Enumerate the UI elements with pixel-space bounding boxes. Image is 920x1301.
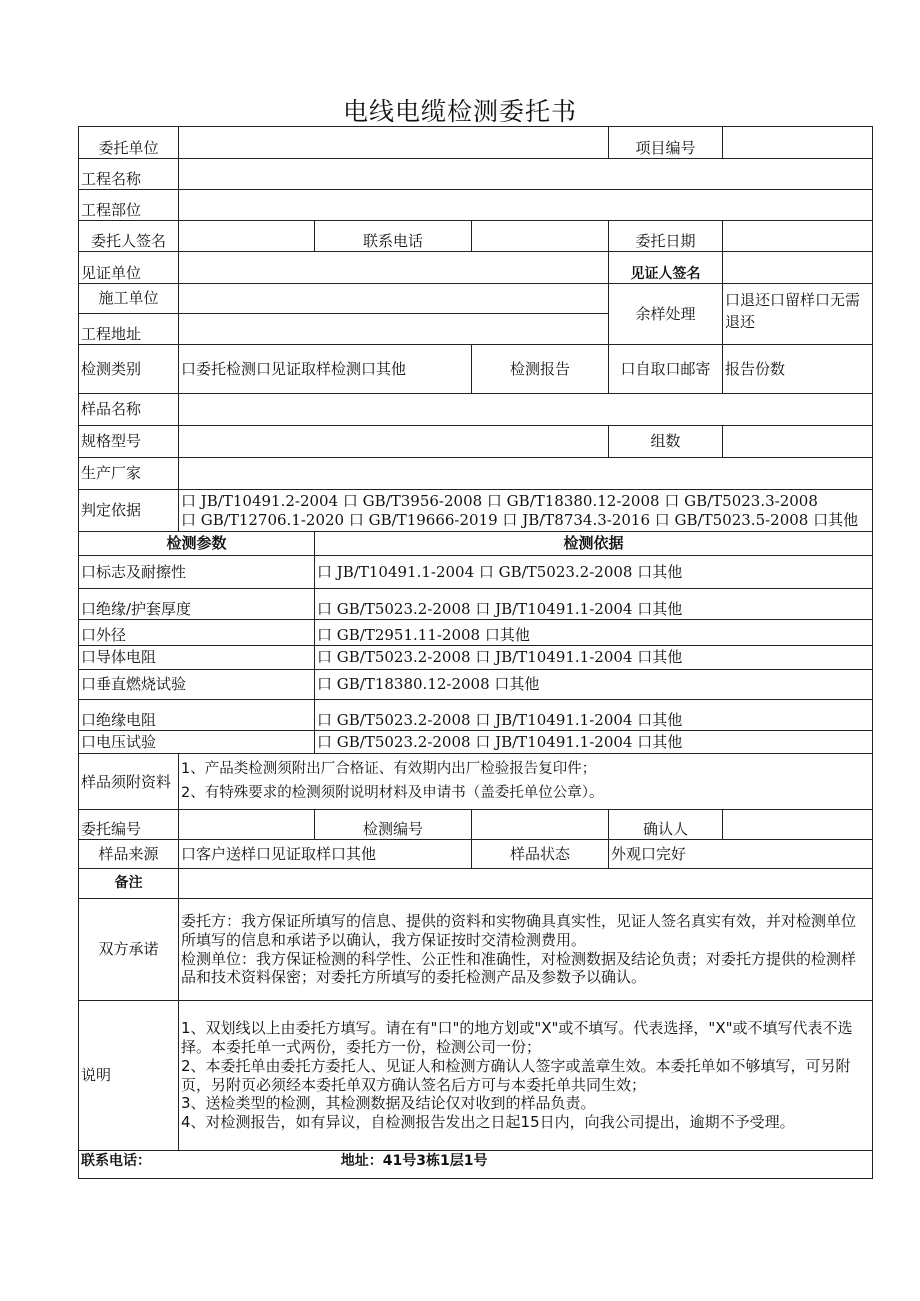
client-sign-label: 委托人签名 — [79, 221, 179, 252]
test-no-field[interactable] — [472, 810, 609, 840]
client-unit-field[interactable] — [179, 127, 609, 159]
construction-unit-field[interactable] — [179, 284, 609, 314]
param-basis[interactable]: 口 GB/T5023.2-2008 口 JB/T10491.1-2004 口其他 — [315, 700, 873, 731]
notes-label: 说明 — [79, 1001, 179, 1151]
confirmer-label: 确认人 — [609, 810, 723, 840]
note-item: 1、双划线以上由委托方填写。请在有"口"的地方划或"X"或不填写。代表选择，"X"或不填写代表不选择。本委托单一式两份，委托方一份，检测公司一份； — [181, 1019, 853, 1056]
params-header-param: 检测参数 — [79, 532, 315, 556]
sample-name-field[interactable] — [179, 394, 873, 426]
remarks-label: 备注 — [79, 869, 179, 899]
report-label: 检测报告 — [472, 345, 609, 394]
client-sign-field[interactable] — [179, 221, 315, 252]
client-no-field[interactable] — [179, 810, 315, 840]
commitment-label: 双方承诺 — [79, 899, 179, 1001]
attachment-line: 2、有特殊要求的检测须附说明材料及申请书（盖委托单位公章）。 — [181, 784, 604, 801]
manufacturer-label: 生产厂家 — [79, 458, 179, 490]
criteria-label: 判定依据 — [79, 490, 179, 532]
group-count-field[interactable] — [723, 426, 873, 458]
entrustment-form — [78, 126, 873, 1179]
report-copies-label: 报告份数 — [723, 345, 873, 394]
note-item: 3、送检类型的检测，其检测数据及结论仅对收到的样品负责。 — [181, 1094, 596, 1113]
param-name[interactable]: 口垂直燃烧试验 — [79, 670, 315, 700]
project-address-field[interactable] — [179, 314, 609, 345]
param-name[interactable]: 口绝缘电阻 — [79, 700, 315, 731]
client-no-label: 委托编号 — [79, 810, 179, 840]
commitment-client: 委托方：我方保证所填写的信息、提供的资料和实物确具真实性，见证人签名真实有效，并对检测单位所填写的信息和承诺予以确认，我方保证按时交清检测费用。 — [181, 912, 857, 949]
param-basis[interactable]: 口 GB/T2951.11-2008 口其他 — [315, 620, 873, 646]
footer-address: 地址：41号3栋1层1号 — [340, 1153, 488, 1169]
commitment-lab: 检测单位：我方保证检测的科学性、公正性和准确性，对检测数据及结论负责；对委托方提供的检测样品和技术资料保密；对委托方所填写的委托检测产品及参数予以确认。 — [181, 949, 857, 987]
spec-model-field[interactable] — [179, 426, 609, 458]
contact-phone-field[interactable] — [472, 221, 609, 252]
sample-name-label: 样品名称 — [79, 394, 179, 426]
sample-state-options[interactable]: 外观口完好 — [609, 840, 873, 869]
sample-handling-options[interactable]: 口退还口留样口无需退还 — [723, 284, 873, 345]
note-item: 4、对检测报告，如有异议，自检测报告发出之日起15日内，向我公司提出，逾期不予受理。 — [181, 1113, 795, 1131]
document-title: 电线电缆检测委托书 — [342, 97, 577, 126]
param-basis[interactable]: 口 GB/T18380.12-2008 口其他 — [315, 670, 873, 700]
contact-phone-label: 联系电话 — [315, 221, 472, 252]
sample-source-options[interactable]: 口客户送样口见证取样口其他 — [179, 840, 472, 869]
param-basis[interactable]: 口 GB/T5023.2-2008 口 JB/T10491.1-2004 口其他 — [315, 589, 873, 620]
confirmer-field[interactable] — [723, 810, 873, 840]
client-date-label: 委托日期 — [609, 221, 723, 252]
sample-handling-label: 余样处理 — [609, 284, 723, 345]
project-name-field[interactable] — [179, 159, 873, 190]
test-no-label: 检测编号 — [315, 810, 472, 840]
witness-unit-label: 见证单位 — [79, 252, 179, 284]
attachment-line: 1、产品类检测须附出厂合格证、有效期内出厂检验报告复印件； — [181, 760, 597, 777]
sample-source-label: 样品来源 — [79, 840, 179, 869]
param-name[interactable]: 口导体电阻 — [79, 646, 315, 670]
test-type-options[interactable]: 口委托检测口见证取样检测口其他 — [179, 345, 472, 394]
footer-phone-label: 联系电话： — [81, 1153, 151, 1169]
witness-sign-label: 见证人签名 — [609, 252, 723, 284]
remarks-field[interactable] — [179, 869, 873, 899]
group-count-label: 组数 — [609, 426, 723, 458]
project-no-field[interactable] — [723, 127, 873, 159]
project-name-label: 工程名称 — [79, 159, 179, 190]
client-unit-label: 委托单位 — [79, 127, 179, 159]
param-name[interactable]: 口电压试验 — [79, 731, 315, 754]
criteria-line[interactable]: 口 GB/T12706.1-2020 口 GB/T19666-2019 口 JB/T8734.3-2016 口 GB/T5023.5-2008 口其他 — [181, 510, 859, 529]
param-basis[interactable]: 口 GB/T5023.2-2008 口 JB/T10491.1-2004 口其他 — [315, 646, 873, 670]
param-name[interactable]: 口标志及耐擦性 — [79, 556, 315, 589]
client-date-field[interactable] — [723, 221, 873, 252]
params-header-basis: 检测依据 — [315, 532, 873, 556]
test-type-label: 检测类别 — [79, 345, 179, 394]
project-part-field[interactable] — [179, 190, 873, 221]
param-name[interactable]: 口绝缘/护套厚度 — [79, 589, 315, 620]
project-address-label: 工程地址 — [79, 314, 179, 345]
spec-model-label: 规格型号 — [79, 426, 179, 458]
manufacturer-field[interactable] — [179, 458, 873, 490]
witness-sign-field[interactable] — [723, 252, 873, 284]
param-basis[interactable]: 口 JB/T10491.1-2004 口 GB/T5023.2-2008 口其他 — [315, 556, 873, 589]
project-no-label: 项目编号 — [609, 127, 723, 159]
note-item: 2、本委托单由委托方委托人、见证人和检测方确认人签字或盖章生效。本委托单如不够填写，可另附页，另附页必须经本委托单双方确认签名后方可与本委托单共同生效； — [181, 1056, 851, 1094]
attachments-label: 样品须附资料 — [79, 754, 179, 810]
witness-unit-field[interactable] — [179, 252, 609, 284]
criteria-line[interactable]: 口 JB/T10491.2-2004 口 GB/T3956-2008 口 GB/T18380.12-2008 口 GB/T5023.3-2008 — [181, 491, 818, 510]
param-name[interactable]: 口外径 — [79, 620, 315, 646]
project-part-label: 工程部位 — [79, 190, 179, 221]
sample-state-label: 样品状态 — [472, 840, 609, 869]
construction-unit-label: 施工单位 — [79, 284, 179, 314]
report-options[interactable]: 口自取口邮寄 — [609, 345, 723, 394]
param-basis[interactable]: 口 GB/T5023.2-2008 口 JB/T10491.1-2004 口其他 — [315, 731, 873, 754]
